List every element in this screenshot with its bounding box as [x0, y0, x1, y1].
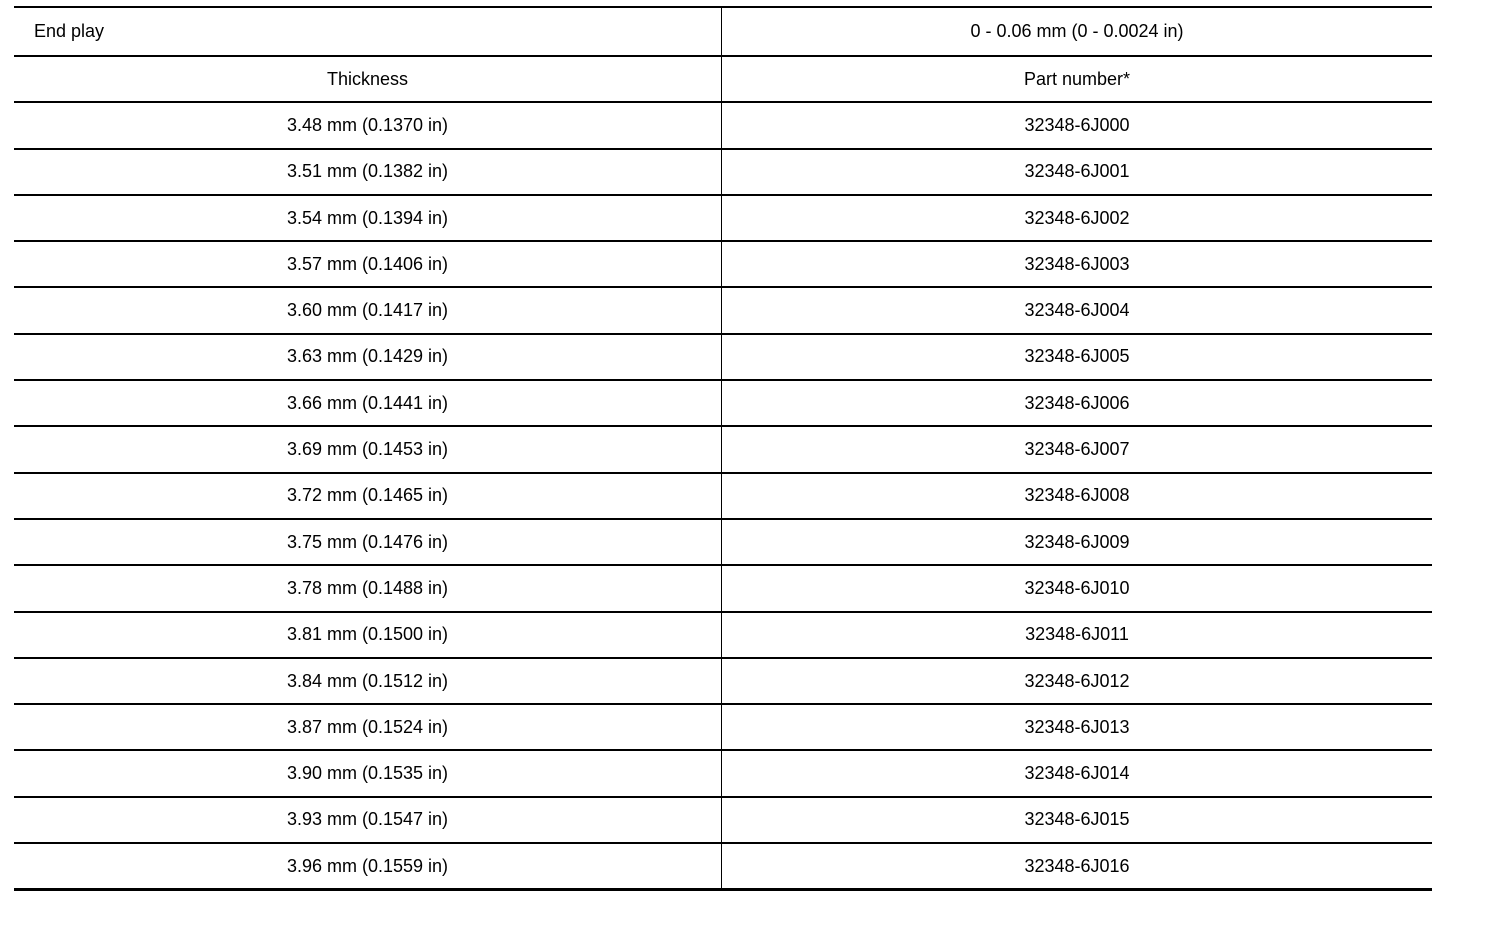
end-play-value: 0 - 0.06 mm (0 - 0.0024 in) [970, 21, 1184, 41]
thickness-cell: 3.54 mm (0.1394 in) [14, 196, 722, 240]
table-row [14, 657, 1432, 703]
part-number-cell: 32348-6J016 [1024, 855, 1130, 876]
table-row [14, 425, 1432, 471]
part-number-cell: 32348-6J000 [1024, 114, 1130, 135]
table-row [14, 611, 1432, 657]
table-row [14, 240, 1432, 286]
table-row [14, 194, 1432, 240]
thickness-cell: 3.87 mm (0.1524 in) [14, 705, 722, 749]
header-part-number: Part number* [1023, 68, 1131, 89]
table-row [14, 379, 1432, 425]
part-number-cell: 32348-6J015 [1024, 809, 1130, 830]
thickness-cell: 3.96 mm (0.1559 in) [14, 844, 722, 888]
table-row [14, 703, 1432, 749]
table-row [14, 148, 1432, 194]
table-row [14, 472, 1432, 518]
part-number-cell: 32348-6J008 [1024, 485, 1130, 506]
part-number-cell: 32348-6J003 [1024, 253, 1130, 274]
part-number-cell: 32348-6J014 [1024, 763, 1130, 784]
table-row [14, 842, 1432, 891]
thickness-cell: 3.66 mm (0.1441 in) [14, 381, 722, 425]
thickness-cell: 3.93 mm (0.1547 in) [14, 798, 722, 842]
thickness-cell: 3.84 mm (0.1512 in) [14, 659, 722, 703]
thickness-cell: 3.75 mm (0.1476 in) [14, 520, 722, 564]
part-number-cell: 32348-6J012 [1024, 670, 1130, 691]
part-number-cell: 32348-6J006 [1024, 392, 1130, 413]
part-number-cell: 32348-6J013 [1024, 716, 1130, 737]
thickness-cell: 3.69 mm (0.1453 in) [14, 427, 722, 471]
thickness-cell: 3.51 mm (0.1382 in) [14, 150, 722, 194]
table-header-row [14, 55, 1432, 101]
table-row [14, 286, 1432, 332]
part-number-cell: 32348-6J011 [1025, 624, 1129, 645]
table-row [14, 333, 1432, 379]
part-number-cell: 32348-6J005 [1024, 346, 1130, 367]
part-number-cell: 32348-6J010 [1024, 577, 1130, 598]
header-thickness: Thickness [14, 57, 722, 101]
thickness-cell: 3.81 mm (0.1500 in) [14, 613, 722, 657]
table-row [14, 518, 1432, 564]
thickness-cell: 3.72 mm (0.1465 in) [14, 474, 722, 518]
part-number-cell: 32348-6J004 [1024, 300, 1130, 321]
table-row [14, 749, 1432, 795]
part-number-cell: 32348-6J009 [1024, 531, 1130, 552]
table-row [14, 796, 1432, 842]
thickness-cell: 3.63 mm (0.1429 in) [14, 335, 722, 379]
thickness-cell: 3.57 mm (0.1406 in) [14, 242, 722, 286]
thickness-cell: 3.60 mm (0.1417 in) [14, 288, 722, 332]
part-number-cell: 32348-6J001 [1024, 161, 1130, 182]
table-row [14, 564, 1432, 610]
thickness-cell: 3.48 mm (0.1370 in) [14, 103, 722, 147]
thickness-cell: 3.90 mm (0.1535 in) [14, 751, 722, 795]
shim-table [14, 6, 1432, 891]
part-number-cell: 32348-6J007 [1024, 439, 1130, 460]
thickness-cell: 3.78 mm (0.1488 in) [14, 566, 722, 610]
end-play-row [14, 6, 1432, 55]
end-play-label: End play [14, 8, 722, 55]
part-number-cell: 32348-6J002 [1024, 207, 1130, 228]
table-row [14, 101, 1432, 147]
